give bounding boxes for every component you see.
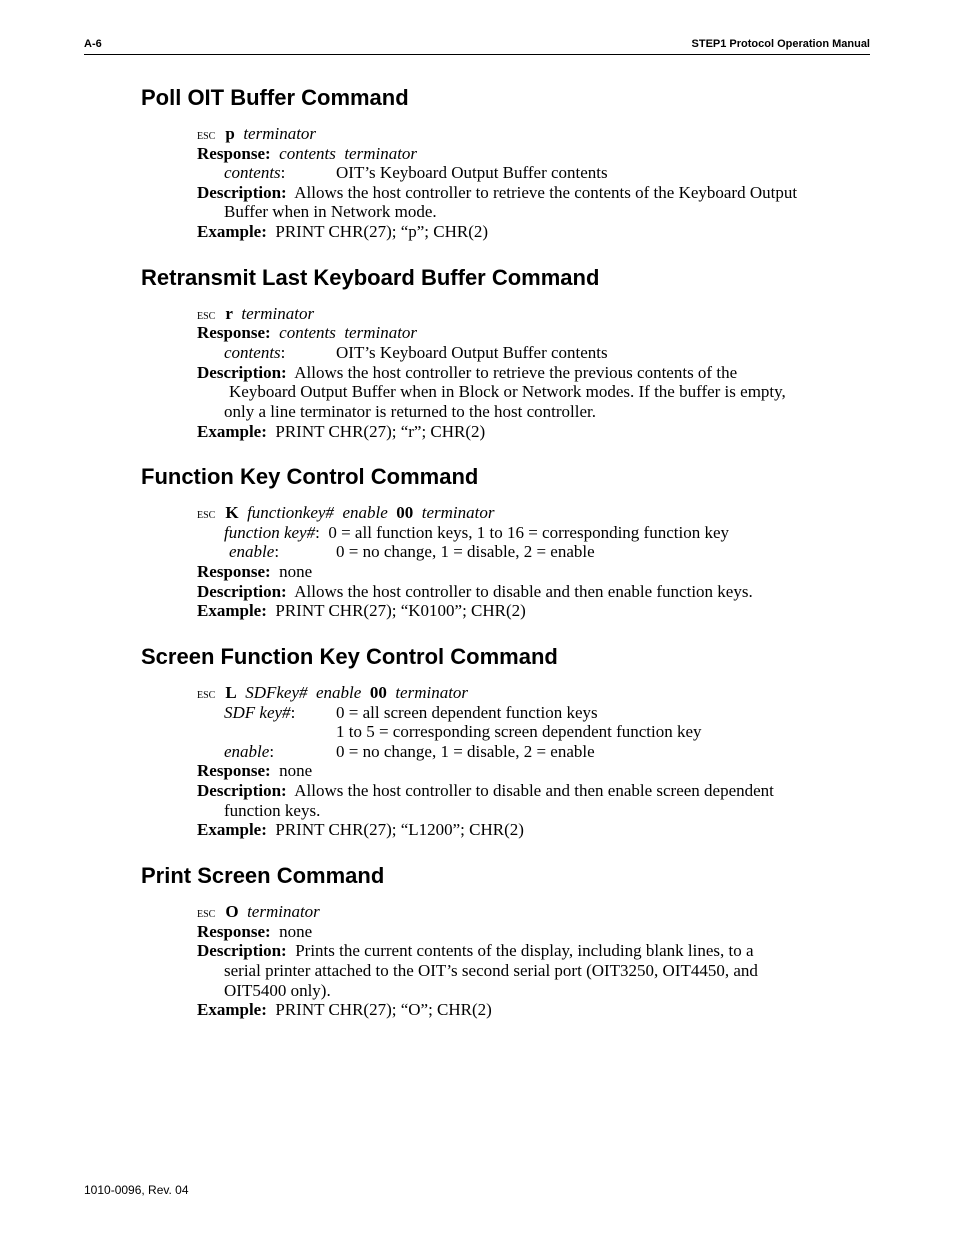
param-definition: 0 = no change, 1 = disable, 2 = enable xyxy=(336,742,595,761)
page-header xyxy=(84,38,870,55)
param-definition: 1 to 5 = corresponding screen dependent function key xyxy=(336,722,702,741)
example-line: Example: PRINT CHR(27); “K0100”; CHR(2) xyxy=(197,601,526,620)
description-line: function keys. xyxy=(224,801,321,820)
param-label: contents: xyxy=(224,163,286,182)
response-line: Response: contents terminator xyxy=(197,323,418,342)
section-title-print-screen: Print Screen Command xyxy=(141,863,385,888)
description-line: OIT5400 only). xyxy=(224,981,331,1000)
section-title-poll-oit-buffer: Poll OIT Buffer Command xyxy=(141,85,409,110)
description-line: Description: Allows the host controller to disable and then enable screen dependent xyxy=(197,781,774,800)
description-line: Description: Allows the host controller to disable and then enable function keys. xyxy=(197,582,753,601)
section-title-retransmit: Retransmit Last Keyboard Buffer Command xyxy=(141,265,600,290)
param-label: enable: xyxy=(229,542,280,561)
param-label: enable: xyxy=(224,742,275,761)
param-label: SDF key#: xyxy=(224,703,296,722)
response-line: Response: none xyxy=(197,761,313,780)
description-line: Description: Allows the host controller to retrieve the previous contents of the xyxy=(197,363,738,382)
command-syntax: ESC O terminator xyxy=(197,902,320,921)
section-title-function-key: Function Key Control Command xyxy=(141,464,479,489)
param-definition: OIT’s Keyboard Output Buffer contents xyxy=(336,343,608,362)
description-line: Keyboard Output Buffer when in Block or Network modes. If the buffer is empty, xyxy=(229,382,786,401)
param-definition: 0 = no change, 1 = disable, 2 = enable xyxy=(336,542,595,561)
description-line: Buffer when in Network mode. xyxy=(224,202,437,221)
description-line: Description: Allows the host controller to retrieve the contents of the Keyboard Output xyxy=(197,183,798,202)
param-definition: OIT’s Keyboard Output Buffer contents xyxy=(336,163,608,182)
manual-title: STEP1 Protocol Operation Manual xyxy=(691,38,870,50)
section-title-screen-function-key: Screen Function Key Control Command xyxy=(141,644,558,669)
command-syntax: ESC r terminator xyxy=(197,304,315,323)
response-line: Response: contents terminator xyxy=(197,144,418,163)
description-line: only a line terminator is returned to the host controller. xyxy=(224,402,597,421)
param-label: contents: xyxy=(224,343,286,362)
description-line: serial printer attached to the OIT’s second serial port (OIT3250, OIT4450, and xyxy=(224,961,758,980)
example-line: Example: PRINT CHR(27); “r”; CHR(2) xyxy=(197,422,486,441)
command-syntax: ESC K functionkey# enable 00 terminator xyxy=(197,503,495,522)
example-line: Example: PRINT CHR(27); “p”; CHR(2) xyxy=(197,222,489,241)
command-syntax: ESC L SDFkey# enable 00 terminator xyxy=(197,683,469,702)
response-line: Response: none xyxy=(197,922,313,941)
param-definition-row: function key#: 0 = all function keys, 1 to 16 = corresponding function key xyxy=(224,523,729,542)
command-syntax: ESC p terminator xyxy=(197,124,317,143)
response-line: Response: none xyxy=(197,562,313,581)
param-definition: 0 = all screen dependent function keys xyxy=(336,703,598,722)
example-line: Example: PRINT CHR(27); “L1200”; CHR(2) xyxy=(197,820,524,839)
page-number: A-6 xyxy=(84,38,102,50)
description-line: Description: Prints the current contents of the display, including blank lines, to a xyxy=(197,941,754,960)
document-id: 1010-0096, Rev. 04 xyxy=(84,1183,189,1197)
example-line: Example: PRINT CHR(27); “O”; CHR(2) xyxy=(197,1000,492,1019)
